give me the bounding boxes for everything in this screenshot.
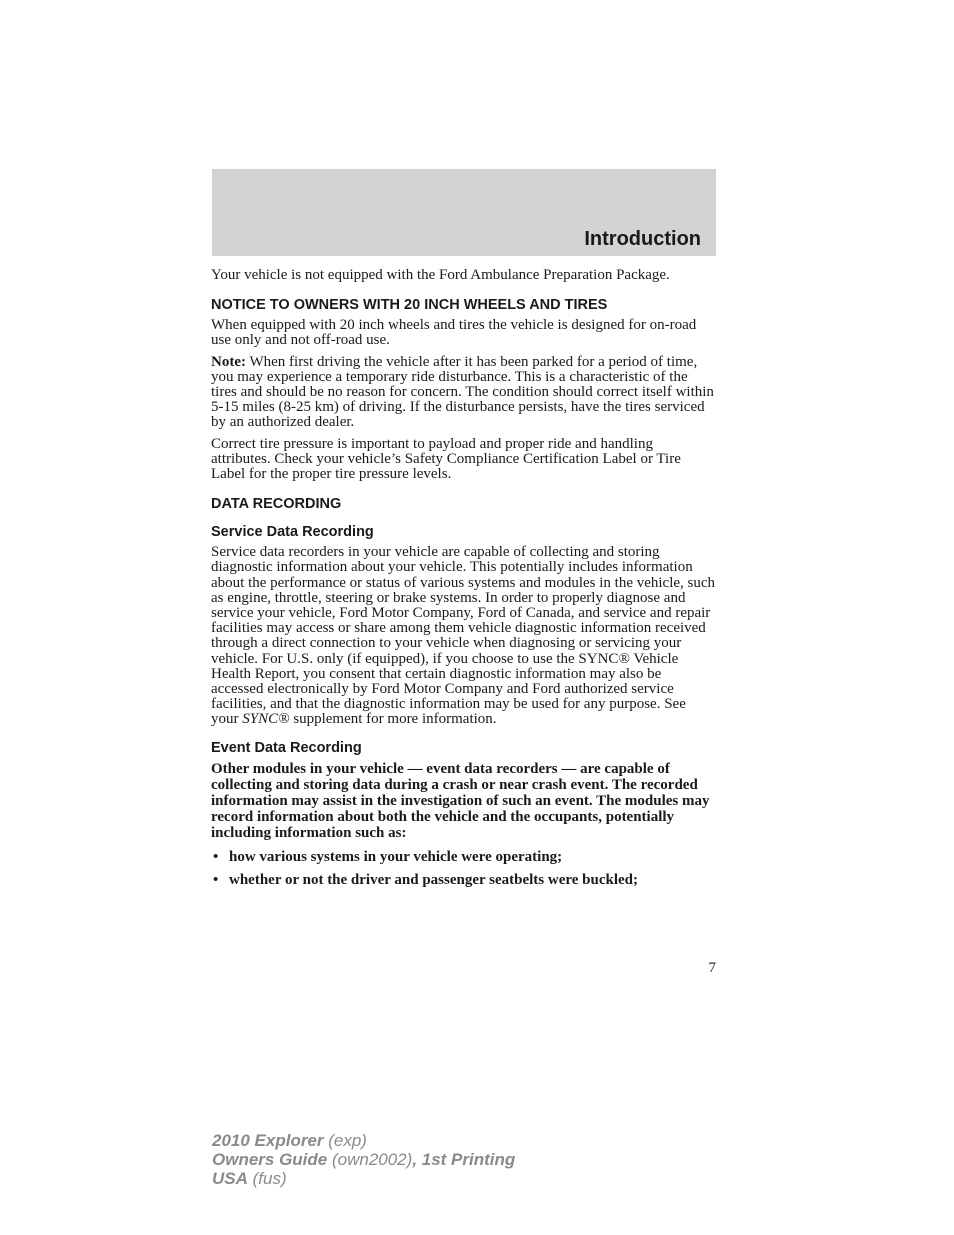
intro-paragraph: Your vehicle is not equipped with the Ford Ambulance Preparation Package. <box>211 267 670 283</box>
footer-market: USA <box>212 1169 248 1188</box>
document-footer <box>212 1131 515 1188</box>
section-title: Introduction <box>584 228 701 250</box>
footer-guide: Owners Guide <box>212 1150 328 1169</box>
footer-printing: , 1st Printing <box>412 1150 516 1169</box>
footer-market-code: (fus) <box>247 1169 287 1188</box>
note-label: Note: <box>211 353 246 370</box>
note-text: When first driving the vehicle after it has been parked for a period of time, you may experience a temporary ride disturbance. This is a characteristic of the tires and should be no reason for concern. The condition should correct itself within 5-15 miles (8-25 km) of driving. If the disturbance persists, have the tires serviced by an authorized dealer. <box>211 353 714 431</box>
subheading-event-data: Event Data Recording <box>211 739 362 756</box>
event-data-paragraph: Other modules in your vehicle — event data recorders — are capable of collecting and storing data during a crash or near crash event. The recorded information may assist in the investigation of such an event. The modules may record information about both the vehicle and the occupants, potentially including information such as: <box>211 760 710 842</box>
wheels-paragraph: When equipped with 20 inch wheels and tires the vehicle is designed for on-road use only and not off-road use. <box>211 317 697 349</box>
list-item: • whether or not the driver and passenger seatbelts were buckled; <box>211 872 716 888</box>
list-item: • how various systems in your vehicle were operating; <box>211 849 716 865</box>
footer-model: 2010 Explorer <box>212 1131 324 1150</box>
page-content <box>211 268 716 895</box>
section-header-band <box>212 169 716 256</box>
service-data-text-a: Service data recorders in your vehicle are capable of collecting and storing diagnostic information about your vehicle. This potentially includes information about the performance or status of various systems and modules in the vehicle, such as engine, throttle, steering or brake systems. In order to properly diagnose and service your vehicle, Ford Motor Company, Ford of Canada, and service and repair facilities may access or share among them vehicle diagnostic information received through a direct connection to your vehicle when diagnosing or servicing your vehicle. For U.S. only (if equipped), if you choose to use the SYNC® Vehicle Health Report, you consent that certain diagnostic information may also be accessed electronically by Ford Motor Company and Ford authorized service facilities, and that the diagnostic information may be used for any purpose. See your <box>211 544 716 728</box>
section-heading-wheels: NOTICE TO OWNERS WITH 20 INCH WHEELS AND TIRES <box>211 297 608 314</box>
service-data-text-b: supplement for more information. <box>289 711 497 728</box>
event-data-bullet-list <box>211 849 716 888</box>
wheels-note-paragraph <box>211 355 716 431</box>
service-data-paragraph <box>211 545 716 727</box>
tire-pressure-paragraph: Correct tire pressure is important to payload and proper ride and handling attributes. Check your vehicle’s Safety Compliance Certification Label or Tire Label for the proper tire pressure levels. <box>211 435 681 483</box>
footer-line-3 <box>212 1169 515 1188</box>
footer-line-2 <box>212 1150 515 1169</box>
sync-italic: SYNC® <box>242 711 290 728</box>
footer-line-1 <box>212 1131 515 1150</box>
subheading-service-data: Service Data Recording <box>211 524 374 541</box>
footer-model-code: (exp) <box>323 1131 367 1150</box>
section-heading-data-recording: DATA RECORDING <box>211 496 342 513</box>
footer-guide-code: (own2002) <box>327 1150 413 1169</box>
page-number: 7 <box>708 960 716 976</box>
